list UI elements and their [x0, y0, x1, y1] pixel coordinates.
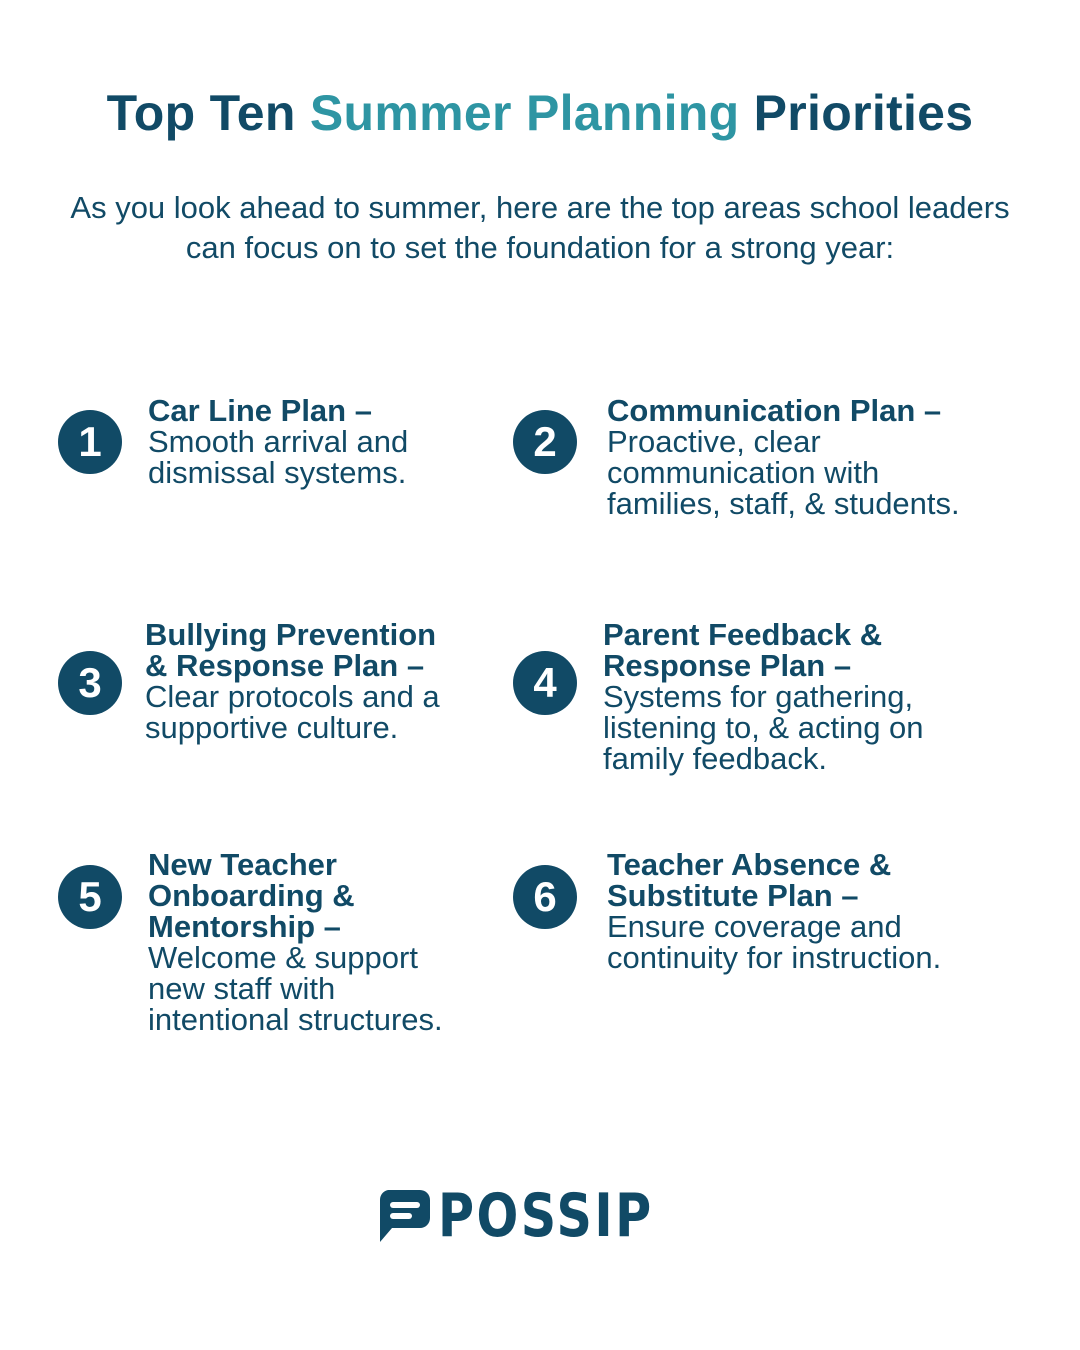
priority-text-4 [603, 619, 993, 774]
priority-text-2 [607, 395, 1027, 519]
priority-desc-6: Ensure coverage and continuity for instruction. [607, 909, 942, 975]
title-part-1: Top Ten [106, 85, 310, 141]
number-badge-3: 3 [58, 651, 122, 715]
priority-desc-5: Welcome & support new staff with intentional structures. [148, 940, 443, 1037]
title-part-2: Priorities [739, 85, 974, 141]
priority-title-4: Parent Feedback & Response Plan – [603, 617, 883, 683]
priority-title-1: Car Line Plan – [148, 393, 372, 428]
priority-desc-2: Proactive, clear communication with families, staff, & students. [607, 424, 960, 521]
priority-text-6 [607, 849, 1007, 973]
priority-text-5 [148, 849, 478, 1035]
priority-text-3 [145, 619, 455, 743]
number-badge-6: 6 [513, 865, 577, 929]
priority-title-5: New Teacher Onboarding & Mentorship – [148, 847, 355, 944]
priority-title-6: Teacher Absence & Substitute Plan – [607, 847, 892, 913]
possip-logo [0, 1181, 1080, 1251]
number-badge-4: 4 [513, 651, 577, 715]
intro-text: As you look ahead to summer, here are the top areas school leaders can focus on to set the foundation for a strong year: [70, 190, 1010, 265]
number-badge-1: 1 [58, 410, 122, 474]
page-title [0, 84, 1080, 142]
priority-title-2: Communication Plan – [607, 393, 942, 428]
priority-desc-1: Smooth arrival and dismissal systems. [148, 424, 409, 490]
brand-name: POSSIP [438, 1181, 655, 1251]
number-badge-5: 5 [58, 865, 122, 929]
priority-desc-3: Clear protocols and a supportive culture. [145, 679, 440, 745]
priority-text-1 [148, 395, 458, 488]
title-accent: Summer Planning [309, 85, 740, 141]
speech-bubble-icon [378, 1188, 430, 1244]
priority-title-3: Bullying Prevention & Response Plan – [145, 617, 437, 683]
number-badge-2: 2 [513, 410, 577, 474]
priority-desc-4: Systems for gathering, listening to, & acting on family feedback. [603, 679, 924, 776]
